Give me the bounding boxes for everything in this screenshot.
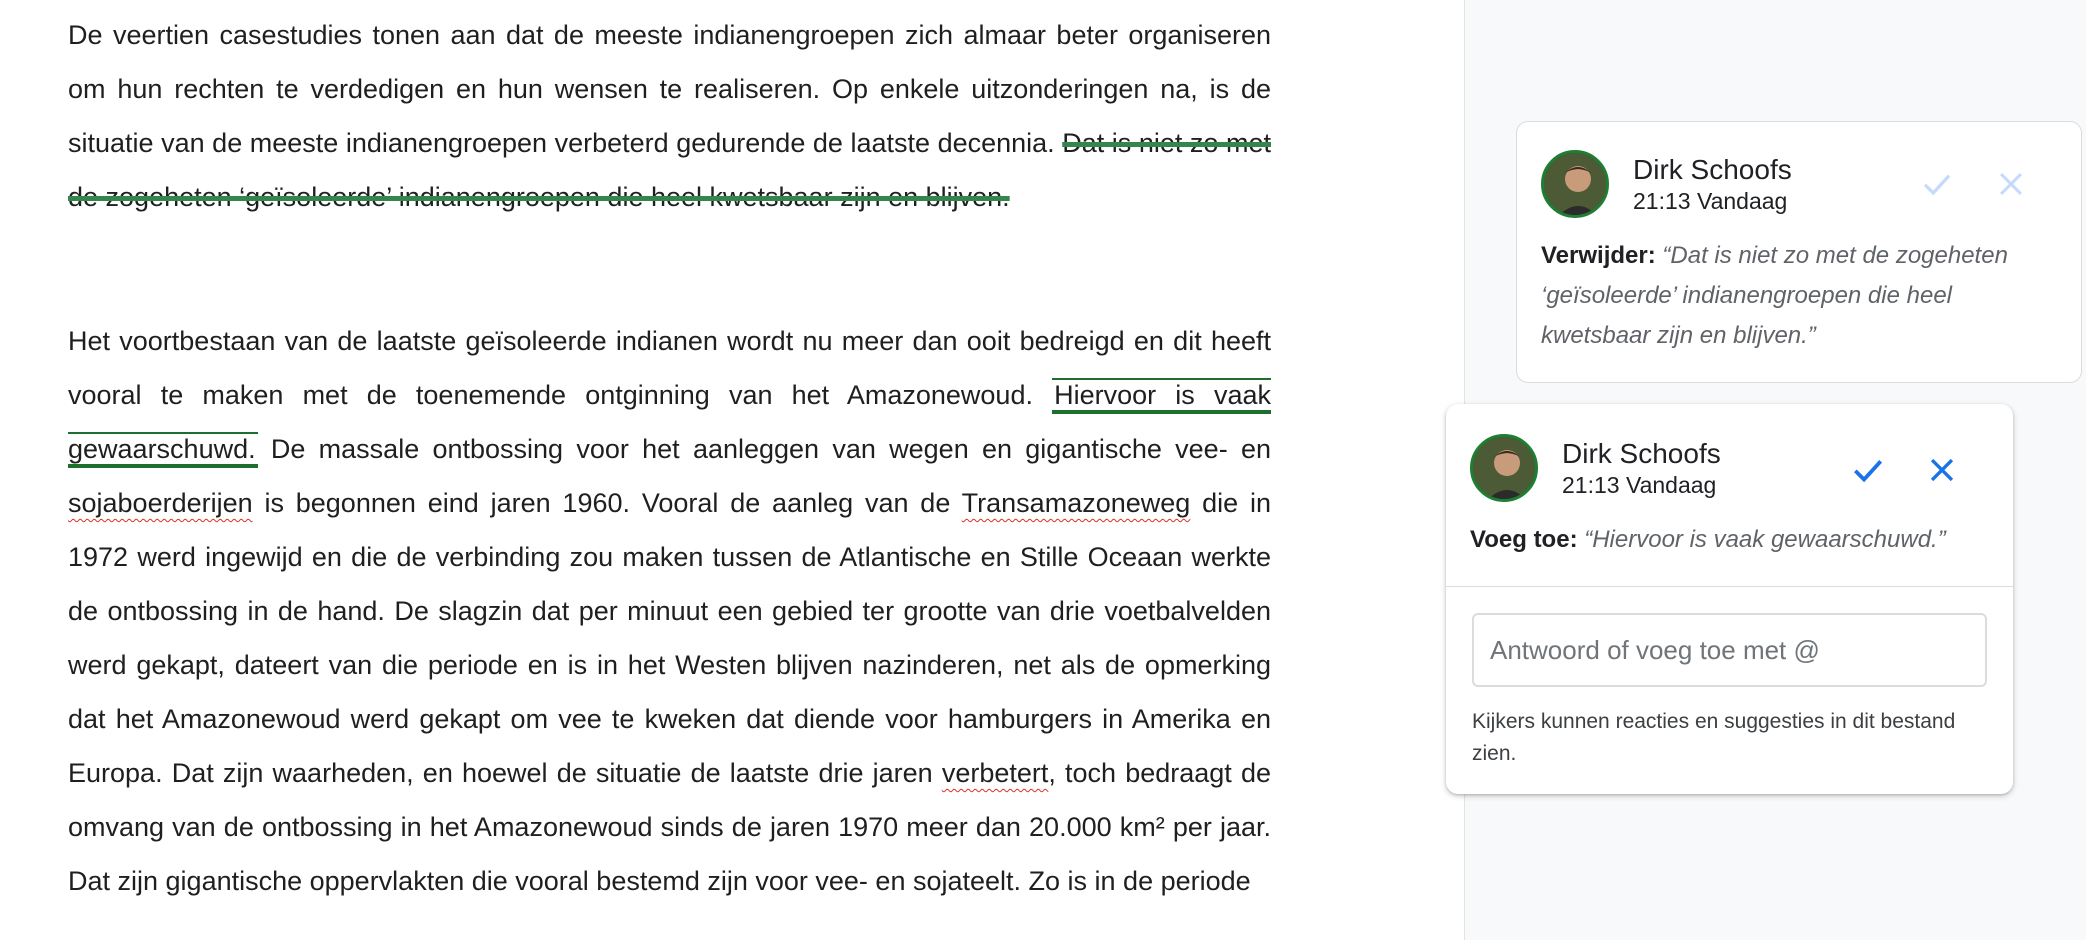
paragraph-1-text: De veertien casestudies tonen aan dat de meeste indianengroepen zich almaar beter organiseren om hun rechten te verdedigen en hun wensen te realiseren. Op enkele uitzonderingen na, is de situatie van de meeste indianengroepen verbeterd gedurende de laatste decennia. bbox=[68, 20, 1271, 158]
suggestion-card-deletion[interactable] bbox=[1516, 121, 2082, 383]
paragraph-2-text-b: De massale ontbossing voor het aanleggen van wegen en gigantische vee- en bbox=[257, 434, 1271, 464]
close-icon bbox=[1994, 167, 2028, 201]
suggestion-action-label: Verwijder: bbox=[1541, 242, 1656, 269]
check-icon bbox=[1849, 451, 1887, 489]
suggested-insertion[interactable]: Hiervoor is vaak gewaarschuwd. bbox=[68, 378, 1271, 468]
suggestion-quote: “Dat is niet zo met de zogeheten ‘geïsoleerde’ indianengroepen die heel kwetsbaar zijn en blijven.” bbox=[1541, 242, 2008, 349]
paragraph-1[interactable] bbox=[68, 8, 1271, 224]
misspelled-word[interactable]: sojaboerderijen bbox=[68, 488, 253, 518]
misspelled-word[interactable]: Transamazoneweg bbox=[961, 488, 1191, 518]
divider bbox=[1446, 586, 2013, 587]
check-icon bbox=[1919, 166, 1955, 202]
suggestion-card-insertion[interactable] bbox=[1446, 404, 2013, 794]
reject-suggestion-button[interactable] bbox=[1989, 162, 2033, 206]
paragraph-2-text-d: die in 1972 werd ingewijd en die de verbinding zou maken tussen de Atlantische en Stille Oceaan werkte de ontbossing in de hand. De slagzin dat per minuut een gebied ter grootte van drie voetbalvelden werd gekapt, dateert van die periode en is in het Westen blijven nazinderen, net als de opmerking dat het Amazonewoud werd gekapt om vee te kweken dat diende voor hamburgers in Amerika en Europa. Dat zijn waarheden, en hoewel de situatie de laatste drie jaren bbox=[68, 488, 1271, 788]
comment-author: Dirk Schoofs bbox=[1562, 438, 1721, 469]
accept-suggestion-button[interactable] bbox=[1915, 162, 1959, 206]
misspelled-word[interactable]: verbetert bbox=[941, 758, 1049, 788]
suggestion-quote: “Hiervoor is vaak gewaarschuwd.” bbox=[1584, 526, 1946, 553]
comment-author: Dirk Schoofs bbox=[1633, 154, 1792, 185]
reject-suggestion-button[interactable] bbox=[1920, 448, 1964, 492]
suggestion-description bbox=[1541, 236, 2061, 356]
close-icon bbox=[1925, 453, 1959, 487]
paragraph-2-text-c: is begonnen eind jaren 1960. Vooral de aanleg van de bbox=[252, 488, 962, 518]
avatar bbox=[1541, 150, 1609, 218]
visibility-hint: Kijkers kunnen reacties en suggesties in dit bestand zien. bbox=[1472, 710, 1956, 765]
reply-input[interactable] bbox=[1472, 613, 1987, 687]
paragraph-2-text-a: Het voortbestaan van de laatste geïsoleerde indianen wordt nu meer dan ooit bedreigd en dit heeft vooral te maken met de toenemende ontginning van het Amazonewoud. bbox=[68, 326, 1271, 410]
suggestion-action-label: Voeg toe: bbox=[1470, 526, 1578, 553]
comment-timestamp: 21:13 Vandaag bbox=[1562, 472, 1717, 498]
avatar bbox=[1470, 434, 1538, 502]
paragraph-2[interactable] bbox=[68, 314, 1271, 908]
comment-timestamp: 21:13 Vandaag bbox=[1633, 188, 1788, 214]
accept-suggestion-button[interactable] bbox=[1846, 448, 1890, 492]
paragraph-2-text-e: , toch bedraagt de omvang van de ontbossing in het Amazonewoud sinds de jaren 1970 meer dan 20.000 km² per jaar. Dat zijn gigantische oppervlakten die vooral bestemd zijn voor vee- en sojateelt. Zo is in de periode bbox=[68, 758, 1271, 896]
suggestion-description bbox=[1470, 520, 2000, 560]
suggested-deletion[interactable]: Dat is niet zo met de zogeheten ‘geïsoleerde’ indianengroepen die heel kwetsbaar zijn en blijven. bbox=[68, 128, 1271, 212]
